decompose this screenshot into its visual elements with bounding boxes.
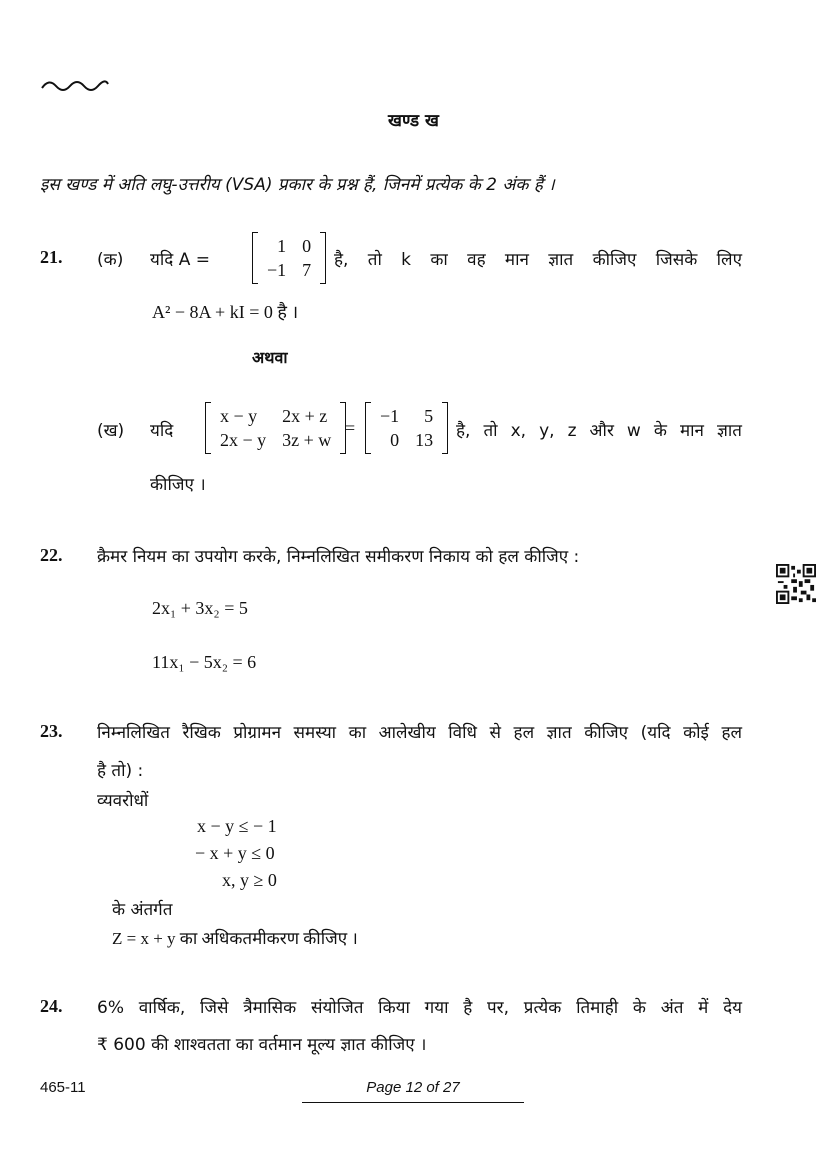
constraint-3: x, y ≥ 0 — [222, 870, 277, 890]
q23-text-line1: निम्नलिखित रैखिक प्रोग्रामन समस्या का आलेखीय विधि से हल ज्ञात कीजिए (यदि कोई हल — [97, 723, 742, 743]
section-intro: इस खण्ड में अति लघु-उत्तरीय (VSA) प्रकार के प्रश्न हैं, जिनमें प्रत्येक के 2 अंक हैं । — [40, 175, 555, 195]
constraints-label: व्यवरोधों — [97, 791, 149, 811]
q22-equation-2: 11x₁ − 5x₂ = 6 — [152, 652, 257, 672]
matrix-cell: −1 — [267, 260, 287, 280]
matrix-cell: 5 — [424, 406, 434, 426]
matrix-cell: 13 — [415, 430, 434, 450]
page-number: Page 12 of 27 — [366, 1079, 460, 1096]
q21b-text-cont: कीजिए । — [150, 475, 206, 495]
q22-equation-1: 2x₁ + 3x₂ = 5 — [152, 598, 248, 618]
question-number: 22. — [40, 545, 63, 565]
q24-text-line1: 6% वार्षिक, जिसे त्रैमासिक संयोजित किया गया है पर, प्रत्येक तिमाही के अंत में देय — [97, 998, 742, 1018]
matrix-cell: 0 — [302, 236, 312, 256]
matrix-right — [365, 402, 448, 454]
matrix-cell: 1 — [277, 236, 287, 256]
paper-code: 465-11 — [40, 1079, 86, 1096]
question-number: 21. — [40, 247, 63, 267]
matrix-cell: −1 — [380, 406, 400, 426]
equals-sign: = — [345, 418, 356, 438]
q23-text-line2: है तो) : — [97, 761, 144, 781]
q24-text-line2: ₹ 600 की शाश्वतता का वर्तमान मूल्य ज्ञात कीजिए । — [97, 1035, 427, 1055]
matrix-left — [205, 402, 346, 454]
constraint-1: x − y ≤ − 1 — [197, 816, 277, 836]
matrix-cell: 2x + z — [282, 406, 328, 426]
q22-text: क्रैमर नियम का उपयोग करके, निम्नलिखित समीकरण निकाय को हल कीजिए : — [97, 547, 580, 567]
constraint-2: − x + y ≤ 0 — [195, 843, 275, 863]
matrix-cell: 3z + w — [282, 430, 332, 450]
q21b-text: है, तो x, y, z और w के मान ज्ञात — [456, 421, 742, 441]
qr-code-icon — [776, 564, 816, 604]
question-number: 24. — [40, 996, 63, 1016]
wave-ornament-icon — [40, 76, 110, 96]
matrix-cell: 2x − y — [220, 430, 267, 450]
q21b-lead: यदि — [150, 421, 174, 441]
footer-divider — [302, 1102, 524, 1103]
q21a-text: है, तो k का वह मान ज्ञात कीजिए जिसके लिए — [334, 250, 742, 270]
matrix-cell: 7 — [302, 260, 312, 280]
matrix-a — [252, 232, 326, 284]
under-label: के अंतर्गत — [112, 900, 173, 920]
matrix-cell: x − y — [220, 406, 258, 426]
matrix-cell: 0 — [390, 430, 400, 450]
part-label: (क) — [97, 250, 124, 270]
q21a-lead: यदि A = — [150, 250, 210, 270]
q21a-equation: A² − 8A + kI = 0 है । — [152, 302, 299, 322]
question-number: 23. — [40, 721, 63, 741]
or-label: अथवा — [252, 348, 288, 367]
section-title: खण्ड ख — [388, 111, 439, 131]
part-label: (ख) — [97, 421, 125, 441]
objective-function: Z = x + y का अधिकतमीकरण कीजिए । — [112, 929, 358, 948]
